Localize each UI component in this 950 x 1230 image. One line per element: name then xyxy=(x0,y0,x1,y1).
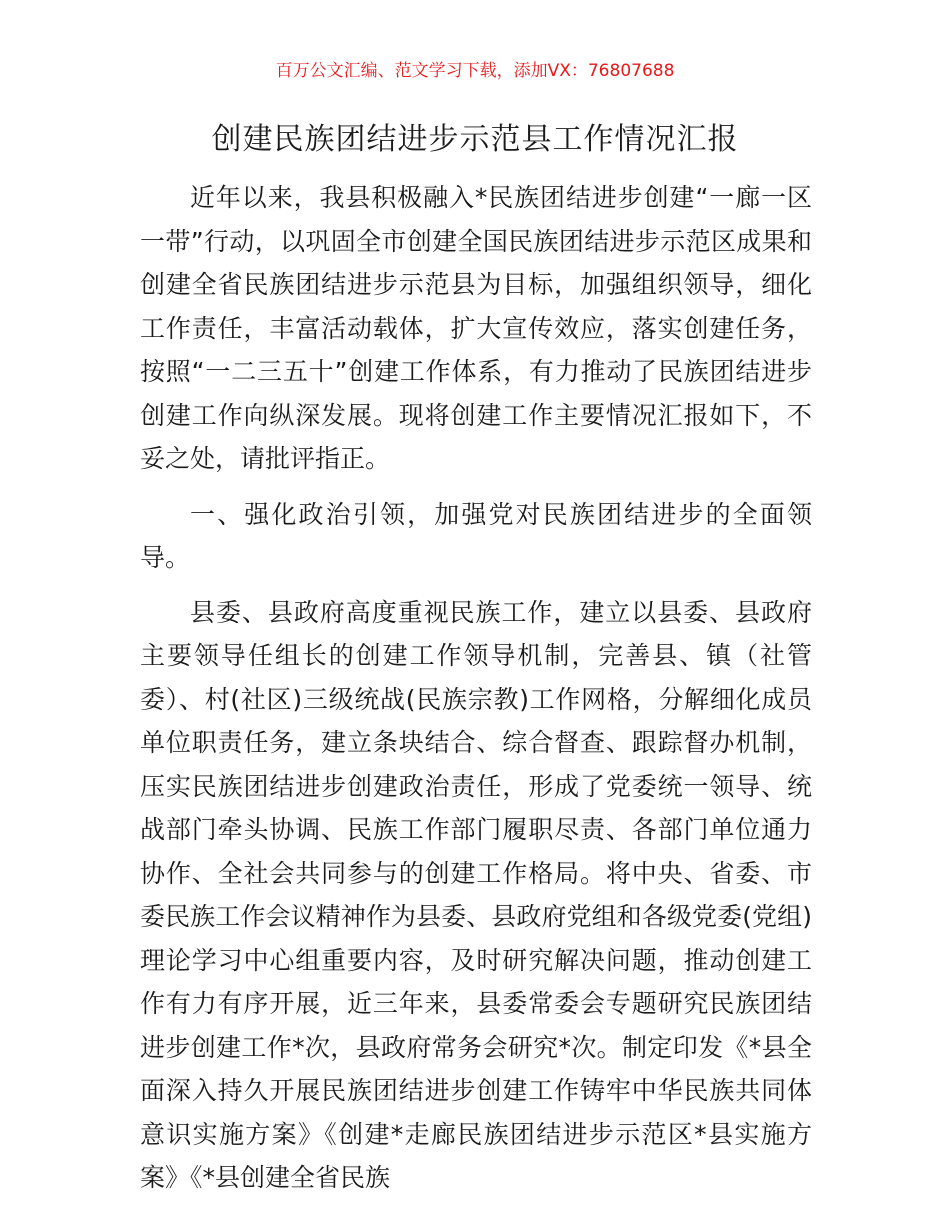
page-title: 创建民族团结进步示范县工作情况汇报 xyxy=(211,122,739,157)
watermark-header: 百万公文汇编、范文学习下载，添加VX：76807688 xyxy=(275,61,675,81)
document-body xyxy=(140,176,812,1200)
intro-paragraph: 近年以来，我县积极融入*民族团结进步创建“一廊一区一带”行动，以巩固全市创建全国民族团结进步示范区成果和创建全省民族团结进步示范县为目标，加强组织领导，细化工作责任，丰富活动载体，扩大宣传效应，落实创建任务，按照“一二三五十”创建工作体系，有力推动了民族团结进步创建工作向纵深发展。现将创建工作主要情况汇报如下，不妥之处，请批评指正。 xyxy=(140,183,812,473)
section-heading-1: 一、强化政治引领，加强党对民族团结进步的全面领导。 xyxy=(140,499,812,572)
section-1-paragraph: 县委、县政府高度重视民族工作，建立以县委、县政府主要领导任组长的创建工作领导机制，完善县、镇（社管委）、村(社区)三级统战(民族宗教)工作网格，分解细化成员单位职责任务，建立条块结合、综合督查、跟踪督办机制，压实民族团结进步创建政治责任，形成了党委统一领导、统战部门牵头协调、民族工作部门履职尽责、各部门单位通力协作、全社会共同参与的创建工作格局。将中央、省委、市委民族工作会议精神作为县委、县政府党组和各级党委(党组)理论学习中心组重要内容，及时研究解决问题，推动创建工作有力有序开展，近三年来，县委常委会专题研究民族团结进步创建工作*次，县政府常务会研究*次。制定印发《*县全面深入持久开展民族团结进步创建工作铸牢中华民族共同体意识实施方案》《创建*走廊民族团结进步示范区*县实施方案》《*县创建全省民族 xyxy=(140,597,812,1192)
